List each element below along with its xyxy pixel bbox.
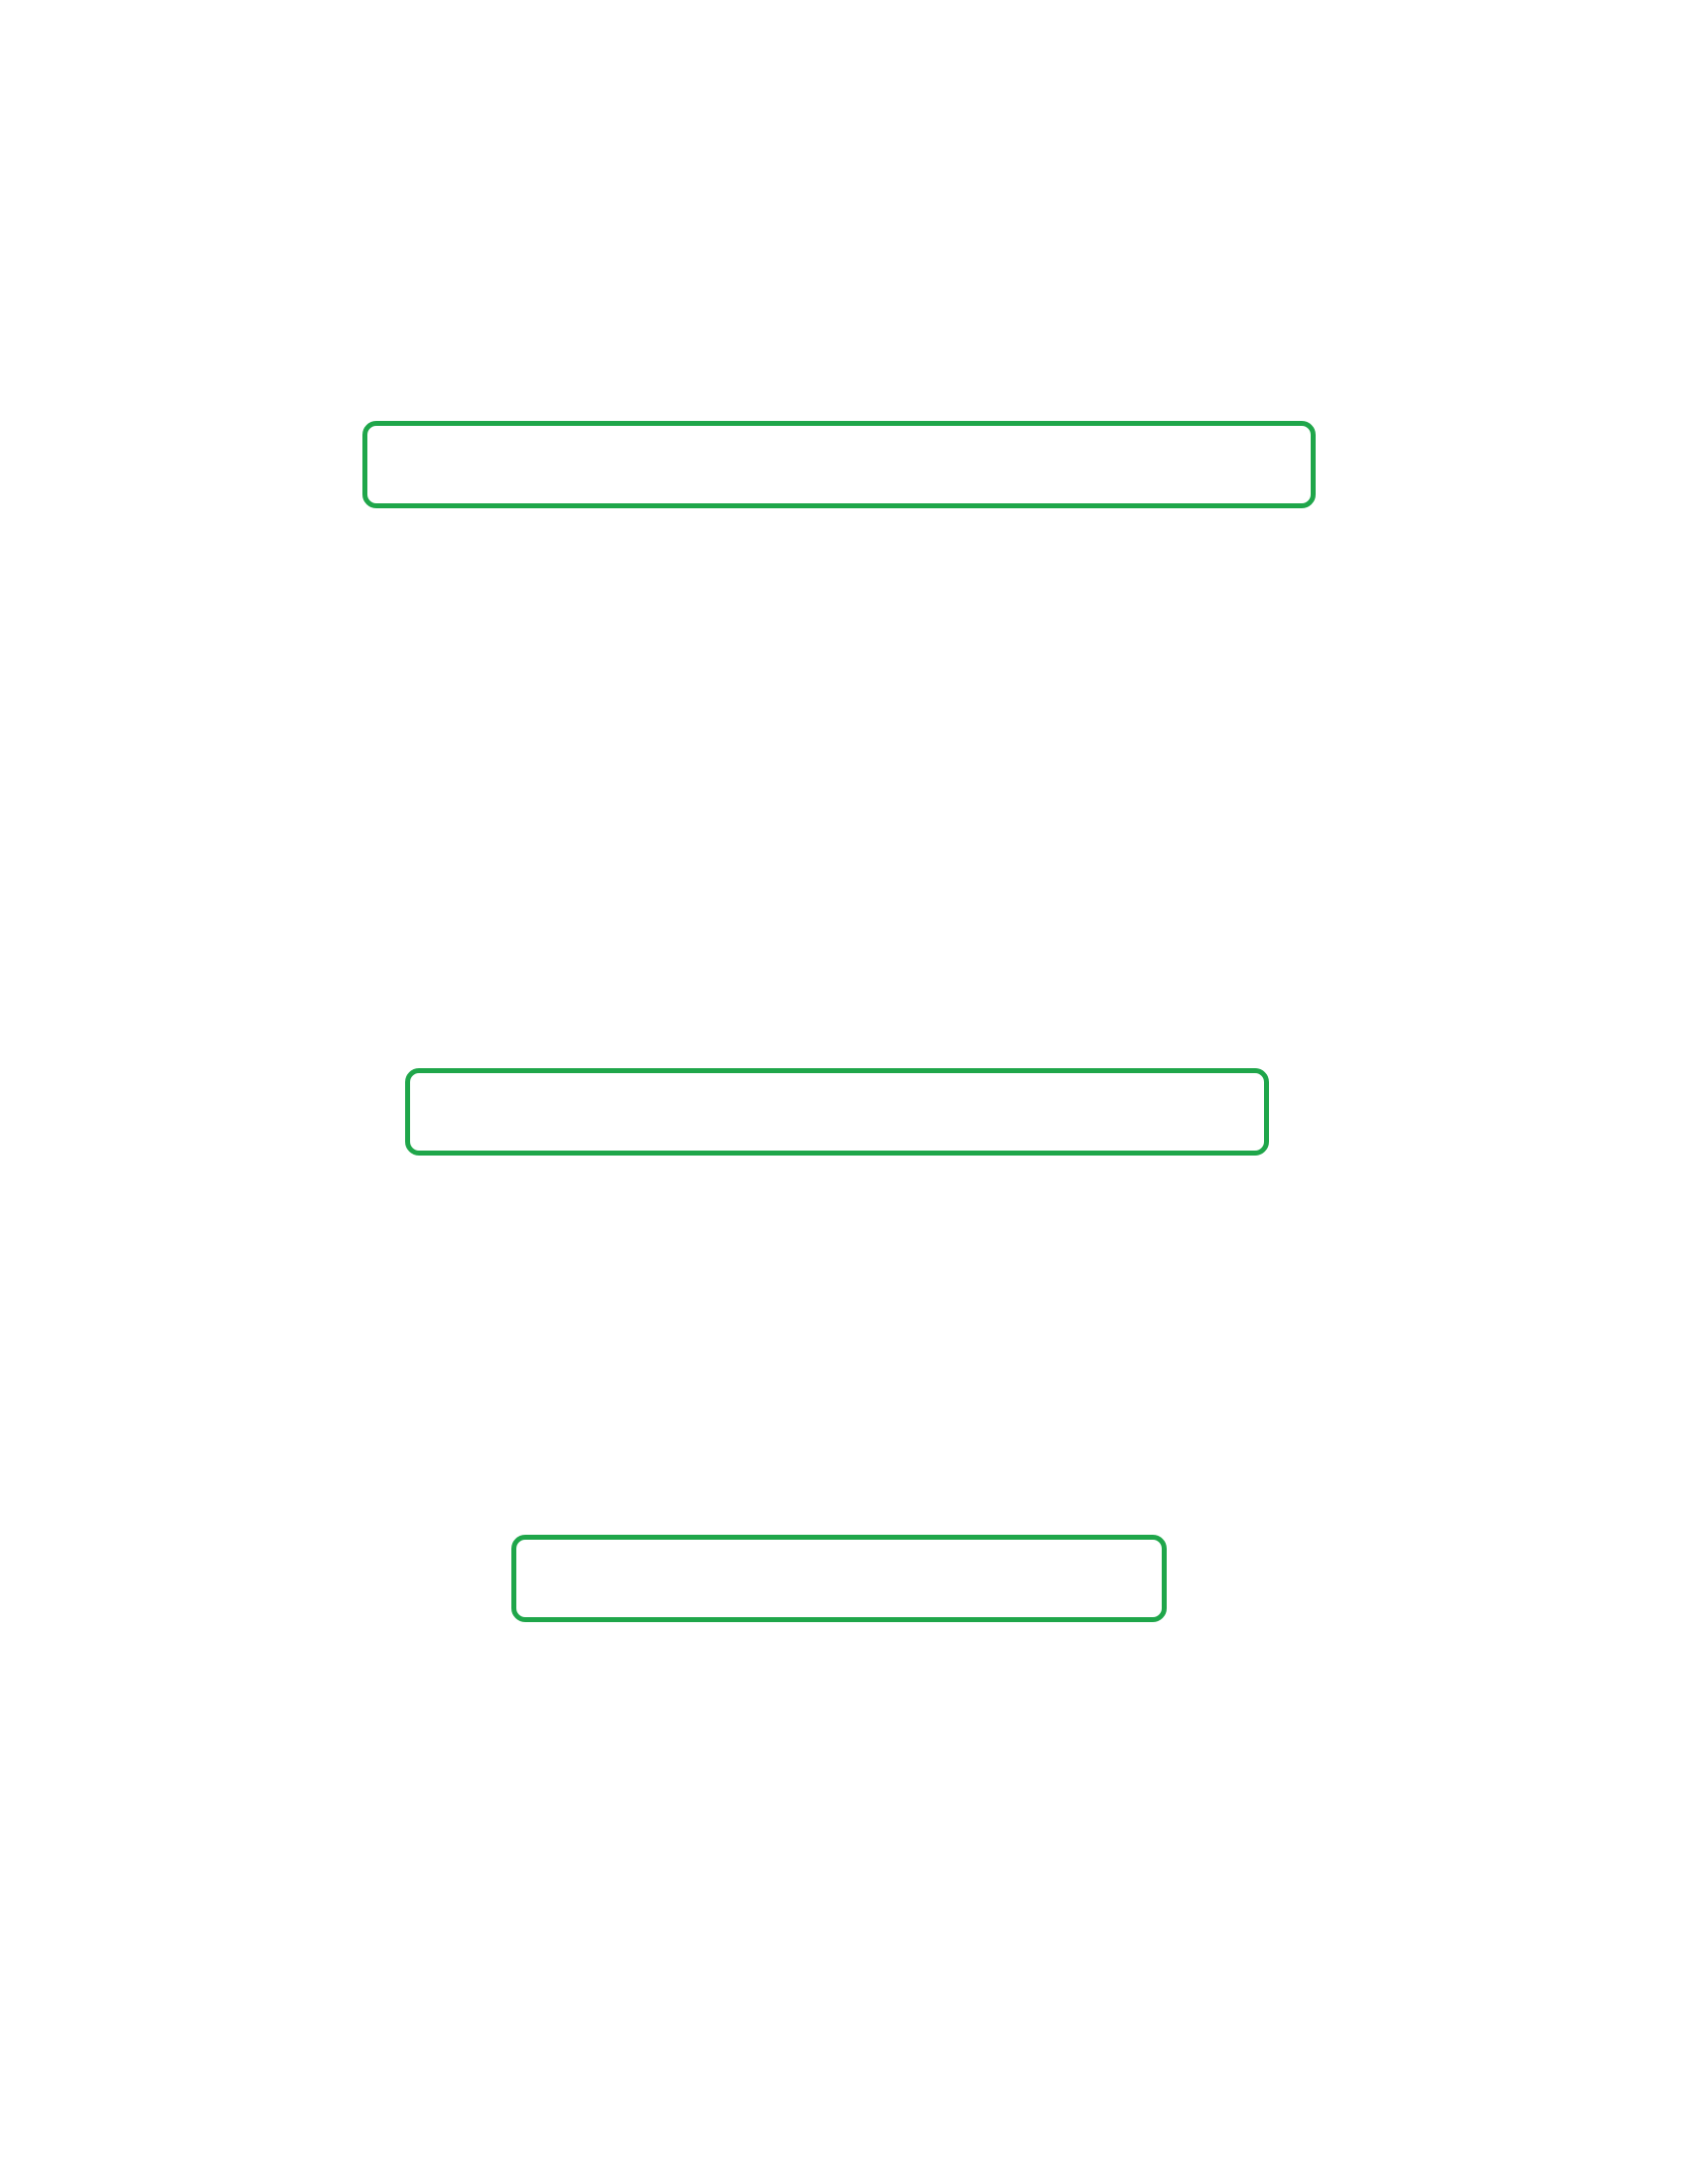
- qr-code-icon[interactable]: [1282, 1300, 1463, 1481]
- section-heading-activate-account: [362, 421, 1316, 508]
- qr-code-icon[interactable]: [1185, 1765, 1359, 1940]
- qr-code-icon[interactable]: [1201, 802, 1408, 1009]
- section-heading-answer-sheet: [405, 1068, 1269, 1156]
- section-heading-lookup-answers: [511, 1535, 1167, 1622]
